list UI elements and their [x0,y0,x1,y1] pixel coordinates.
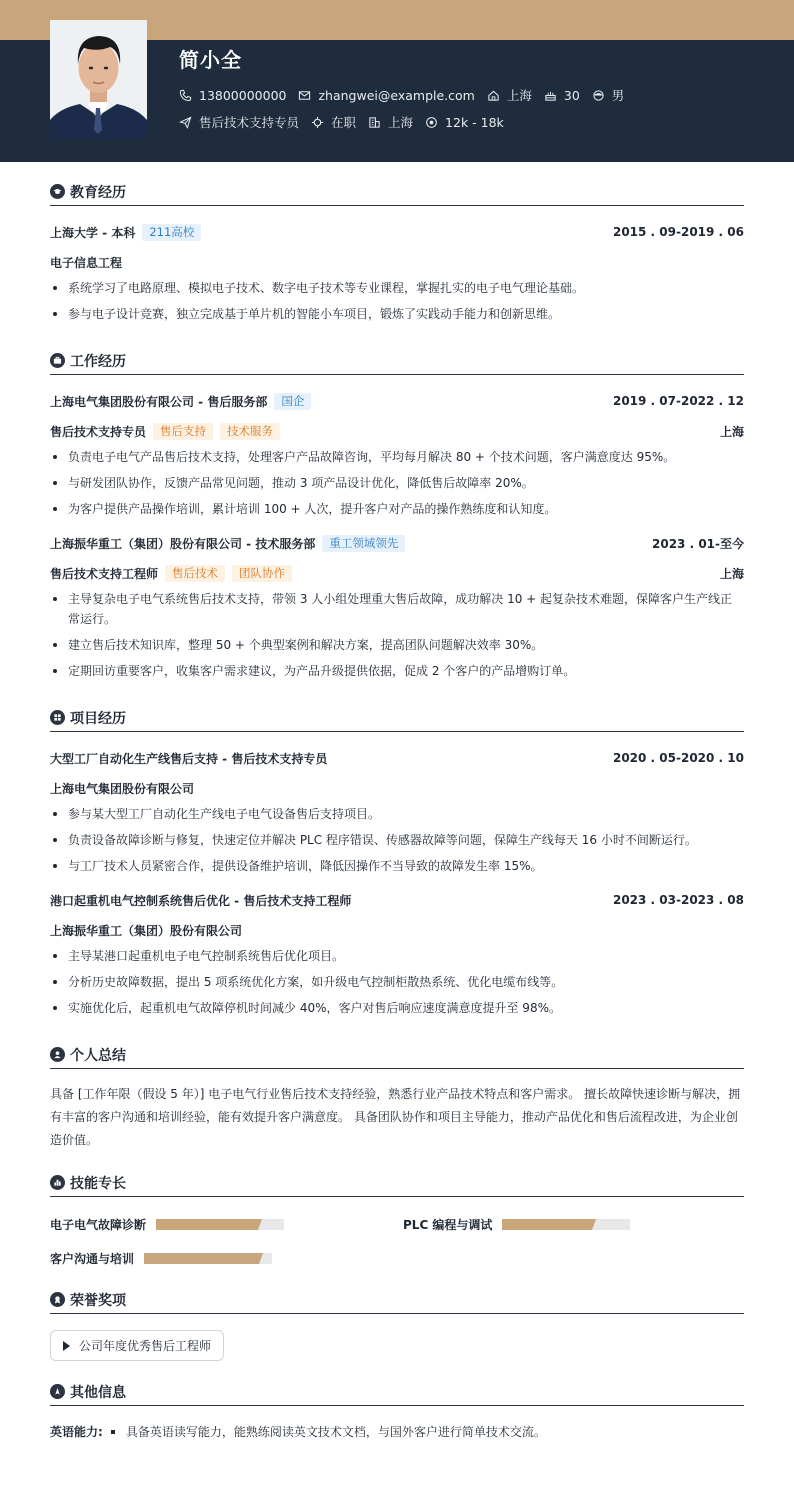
skills-section-title [50,1169,744,1197]
other-info-row [50,1423,744,1440]
job-intent-row [179,113,516,131]
city-text: 上海 [388,115,414,130]
project-date: 2023 . 03-2023 . 08 [612,893,744,907]
company-tag: 国企 [274,393,311,410]
company-name: 上海电气集团股份有限公司 - 售后服务部 [50,394,268,409]
school-name: 上海大学 - 本科 [50,225,136,240]
skills-list [50,1197,744,1269]
position-text: 售后技术支持专员 [199,115,300,130]
avatar [50,20,147,139]
company-tag: 重工领域领先 [322,535,405,552]
list-item: 与工厂技术人员紧密合作，提供设备维护培训，降低因操作不当导致的故障发生率 15%。 [50,856,744,876]
bullet-square [111,1430,115,1434]
phone-item [179,88,286,103]
section-title-text: 工作经历 [70,353,126,370]
skill-bar [156,1219,284,1230]
project-company-text: 上海电气集团股份有限公司 [50,781,195,796]
project-company [50,778,744,798]
building-icon [368,116,381,129]
skill-name: 电子电气故障诊断 [50,1218,147,1232]
age-text: 30 [563,87,580,103]
award-item[interactable] [50,1330,224,1361]
role-tag: 团队协作 [232,565,292,582]
medal-icon [50,1292,65,1307]
send-icon [179,116,192,129]
status-text: 在职 [331,115,357,130]
list-item: 系统学习了电路原理、模拟电子技术、数字电子技术等专业课程，掌握扎实的电子电气理论基础。 [50,278,744,298]
work-role-row [50,421,744,441]
role-tag: 售后技术 [165,565,225,582]
salary-item [425,115,504,130]
other-section-title [50,1378,744,1406]
project-date: 2020 . 05-2020 . 10 [612,751,744,765]
education-section-title [50,178,744,206]
gender-icon [592,89,605,102]
list-item: 参与电子设计竞赛，独立完成基于单片机的智能小车项目，锻炼了实践动手能力和创新思维。 [50,304,744,324]
graduation-cap-icon [50,184,65,199]
project-company [50,920,744,940]
resume-body [50,178,744,1440]
work-entry-header [50,533,744,553]
role-tag: 售后支持 [153,423,213,440]
contact-info-row [179,86,636,104]
phone-text: 13800000000 [199,87,287,103]
section-title-text: 其他信息 [70,1384,126,1401]
user-icon [50,1047,65,1062]
city-item [368,113,413,131]
mail-icon [298,89,311,102]
hometown-item [487,86,532,104]
status-icon [311,116,324,129]
email-text: zhangwei@example.com [318,87,475,103]
work-bullets [50,589,744,681]
major [50,252,744,272]
list-item: 定期回访重要客户，收集客户需求建议，为产品升级提供依据，促成 2 个客户的产品增购订单。 [50,661,744,681]
role-name: 售后技术支持专员 [50,424,147,439]
phone-icon [179,89,192,102]
summary-text: 具备 [工作年限（假设 5 年）] 电子电气行业售后技术支持经验，熟悉行业产品技术特点和客户需求。 擅长故障快速诊断与解决，拥有丰富的客户沟通和培训经验，能有效提升客户满意度。 具备团队协作和项目主导能力，推动产品优化和售后流程改进，为企业创造价值。 [50,1087,741,1147]
list-item: 实施优化后，起重机电气故障停机时间减少 40%，客户对售后响应速度满意度提升至 98%。 [50,998,744,1018]
other-info-text: 具备英语读写能力，能熟练阅读英文技术文档，与国外客户进行简单技术交流。 [125,1425,546,1439]
skill-bar-fill [144,1253,259,1264]
project-bullets [50,804,744,876]
project-entry-header [50,890,744,910]
skill-item [403,1216,630,1233]
school-tag: 211高校 [142,224,201,241]
project-bullets [50,946,744,1018]
list-item: 参与某大型工厂自动化生产线电子电气设备售后支持项目。 [50,804,744,824]
hometown-text: 上海 [506,88,532,103]
project-title: 港口起重机电气控制系统售后优化 - 售后技术支持工程师 [50,893,352,908]
briefcase-icon [50,353,65,368]
age-item [544,88,580,103]
role-tag: 技术服务 [220,423,280,440]
project-title: 大型工厂自动化生产线售后支持 - 售后技术支持专员 [50,751,328,766]
project-section-title [50,704,744,732]
skill-bar-fill [156,1219,258,1230]
major-text: 电子信息工程 [50,255,123,270]
skill-name: PLC 编程与调试 [403,1218,493,1232]
company-name: 上海振华重工（集团）股份有限公司 - 技术服务部 [50,536,316,551]
status-item [311,113,356,131]
work-entry-header [50,391,744,411]
education-bullets [50,278,744,324]
role-name: 售后技术支持工程师 [50,566,159,581]
summary-section-title [50,1041,744,1069]
skill-bar-fill [502,1219,592,1230]
email-item [298,88,474,103]
work-date: 2023 . 01-至今 [652,536,744,551]
list-item: 为客户提供产品操作培训，累计培训 100 + 人次，提升客户对产品的操作熟练度和认知度。 [50,499,744,519]
section-title-text: 项目经历 [70,710,126,727]
skill-item [50,1250,272,1267]
position-item [179,113,299,131]
skill-bar [502,1219,630,1230]
skill-name: 客户沟通与培训 [50,1252,135,1266]
education-date: 2015 . 09-2019 . 06 [612,225,744,239]
section-title-text: 个人总结 [70,1047,126,1064]
work-location: 上海 [719,424,744,439]
project-company-text: 上海振华重工（集团）股份有限公司 [50,923,243,938]
award-text: 公司年度优秀售后工程师 [79,1339,212,1353]
compass-icon [50,1384,65,1399]
list-item: 分析历史故障数据，提出 5 项系统优化方案，如升级电气控制柜散热系统、优化电缆布线等。 [50,972,744,992]
skill-item [50,1216,284,1233]
work-location: 上海 [719,566,744,581]
work-date: 2019 . 07-2022 . 12 [612,394,744,408]
education-entry-header [50,222,744,242]
section-title-text: 教育经历 [70,184,126,201]
list-item: 主导复杂电子电气系统售后技术支持，带领 3 人小组处理重大售后故障，成功解决 10 + 起复杂技术难题，保障客户生产线正常运行。 [50,589,744,629]
avatar-photo [50,20,147,139]
work-bullets [50,447,744,519]
section-title-text: 技能专长 [70,1175,126,1192]
list-item: 与研发团队协作，反馈产品常见问题，推动 3 项产品设计优化，降低售后故障率 20%。 [50,473,744,493]
cake-icon [544,89,557,102]
project-entry-header [50,748,744,768]
play-icon [63,1341,70,1351]
salary-icon [425,116,438,129]
salary-text: 12k - 18k [445,114,504,130]
list-item: 负责设备故障诊断与修复，快速定位并解决 PLC 程序错误、传感器故障等问题，保障生产线每天 16 小时不间断运行。 [50,830,744,850]
gender-item [592,86,625,104]
list-item: 建立售后技术知识库，整理 50 + 个典型案例和解决方案，提高团队问题解决效率 30%。 [50,635,744,655]
candidate-name: 简小全 [179,48,242,72]
list-item: 负责电子电气产品售后技术支持，处理客户产品故障咨询，平均每月解决 80 + 个技术问题，客户满意度达 95%。 [50,447,744,467]
chart-icon [50,1175,65,1190]
home-icon [487,89,500,102]
grid-icon [50,710,65,725]
work-section-title [50,347,744,375]
work-role-row [50,563,744,583]
awards-section-title [50,1286,744,1314]
gender-text: 男 [611,88,625,103]
list-item: 主导某港口起重机电子电气控制系统售后优化项目。 [50,946,744,966]
section-title-text: 荣誉奖项 [70,1292,126,1309]
skill-bar [144,1253,272,1264]
other-info-label: 英语能力: [50,1425,103,1439]
